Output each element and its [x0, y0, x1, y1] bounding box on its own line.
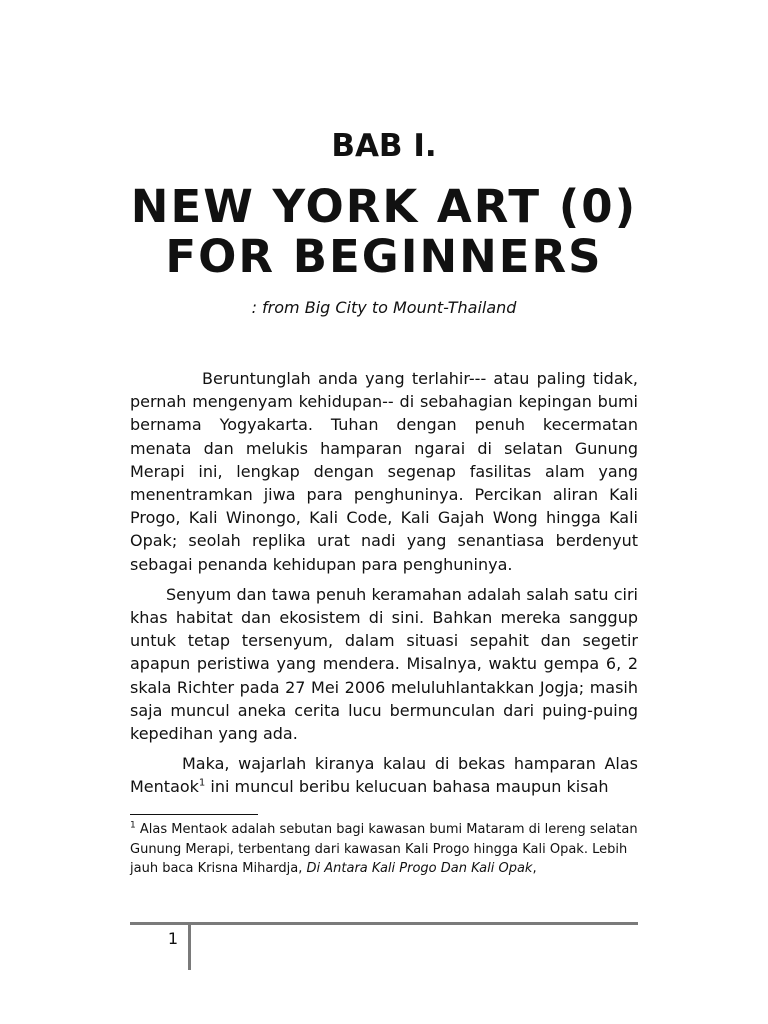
footer-vertical-divider [188, 925, 191, 970]
footnote-text: Alas Mentaok adalah sebutan bagi kawasan bumi Mataram di lereng selatan Gunung Merapi, terbentang dari kawasan Kali Progo hingga Kali Opak. Lebih jauh baca Krisna Mihardja, [130, 822, 638, 876]
footnote-reference-title: Di Antara Kali Progo Dan Kali Opak [306, 861, 533, 876]
paragraph-1: Beruntunglah anda yang terlahir--- atau paling tidak, pernah mengenyam kehidupan-- di sebahagian kepingan bumi bernama Yogyakarta. Tuhan dengan penuh kecermatan menata dan melukis hamparan ngarai di selatan Gunung Merapi ini, lengkap dengan segenap fasilitas alam yang menentramkan jiwa para penghuninya. Percikan aliran Kali Progo, Kali Winongo, Kali Code, Kali Gajah Wong hingga Kali Opak; seolah replika urat nadi yang senantiasa berdenyut sebagai penanda kehidupan para penghuninya. [130, 369, 638, 574]
chapter-subtitle: : from Big City to Mount-Thailand [251, 298, 517, 317]
chapter-title [0, 182, 768, 282]
body-text [130, 367, 638, 806]
footnote-marker: 1 [130, 820, 136, 831]
footnote-reference[interactable]: 1 [198, 778, 206, 790]
chapter-title-line-1: NEW YORK ART (0) [130, 180, 638, 233]
paragraph-2: Senyum dan tawa penuh keramahan adalah salah satu ciri khas habitat dan ekosistem di sini. Bahkan mereka sanggup untuk tetap tersenyum, dalam situasi sepahit dan segetir apapun peristiwa yang mendera. Misalnya, waktu gempa 6, 2 skala Richter pada 27 Mei 2006 meluluhlantakkan Jogja; masih saja muncul aneka cerita lucu bermunculan dari puing-puing kepedihan yang ada. [130, 584, 638, 744]
chapter-label: BAB I. [331, 128, 437, 164]
footnote-trailing: , [532, 861, 537, 876]
chapter-title-line-2: FOR BEGINNERS [165, 230, 603, 283]
paragraph-3 [130, 752, 638, 798]
footer-divider [130, 922, 638, 925]
footnote-separator [130, 814, 258, 815]
paragraph-3-start: Maka, wajarlah kiranya kalau di bekas hamparan Alas Mentaok [130, 754, 638, 797]
page-number: 1 [167, 929, 179, 948]
paragraph-3-end: ini muncul beribu kelucuan bahasa maupun kisah [205, 777, 609, 797]
footnote [130, 820, 640, 879]
